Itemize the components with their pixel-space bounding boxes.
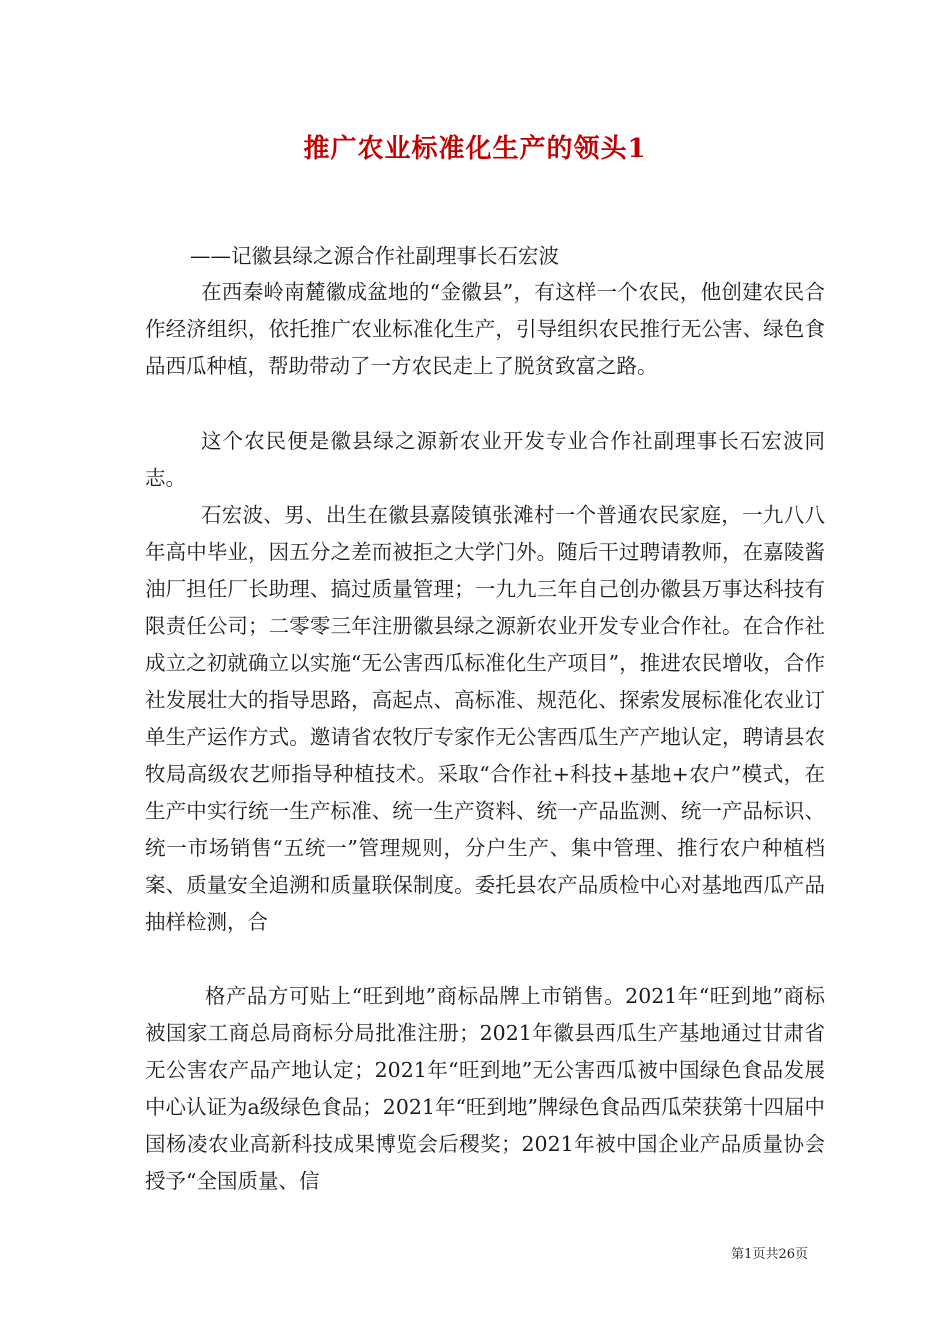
paragraph-2: 这个农民便是徽县绿之源新农业开发专业合作社副理事长石宏波同志。 [145, 429, 825, 490]
document-title: 推广农业标准化生产的领头1 [303, 134, 647, 164]
document-subtitle: ——记徽县绿之源合作社副理事长石宏波 [190, 244, 559, 268]
page-number-footer: 第1页共26页 [731, 1247, 808, 1262]
paragraph-1: 在西秦岭南麓徽成盆地的“金徽县”，有这样一个农民，他创建农民合作经济组织，依托推广农业标准化生产，引导组织农民推行无公害、绿色食品西瓜种植，帮助带动了一方农民走上了脱贫致富之路。 [145, 280, 825, 378]
paragraph-4: 格产品方可贴上“旺到地”商标品牌上市销售。2021年“旺到地”商标被国家工商总局商标分局批准注册；2021年徽县西瓜生产基地通过甘肃省无公害农产品产地认定；2021年“旺到地”无公害西瓜被中国绿色食品发展中心认证为a级绿色食品；2021年“旺到地”牌绿色食品西瓜荣获第十四届中国杨凌农业高新科技成果博览会后稷奖；2021年被中国企业产品质量协会授予“全国质量、信 [145, 984, 825, 1193]
paragraph-3: 石宏波、男、出生在徽县嘉陵镇张滩村一个普通农民家庭，一九八八年高中毕业，因五分之差而被拒之大学门外。随后干过聘请教师，在嘉陵酱油厂担任厂长助理、搞过质量管理；一九九三年自己创办徽县万事达科技有限责任公司；二零零三年注册徽县绿之源新农业开发专业合作社。在合作社成立之初就确立以实施“无公害西瓜标准化生产项目”，推进农民增收，合作社发展壮大的指导思路，高起点、高标准、规范化、探索发展标准化农业订单生产运作方式。邀请省农牧厅专家作无公害西瓜生产产地认定，聘请县农牧局高级农艺师指导种植技术。采取“合作社+科技+基地+农户”模式，在生产中实行统一生产标准、统一生产资料、统一产品监测、统一产品标识、统一市场销售“五统一”管理规则，分户生产、集中管理、推行农户种植档案、质量安全追溯和质量联保制度。委托县农产品质检中心对基地西瓜产品抽样检测，合 [145, 503, 825, 934]
